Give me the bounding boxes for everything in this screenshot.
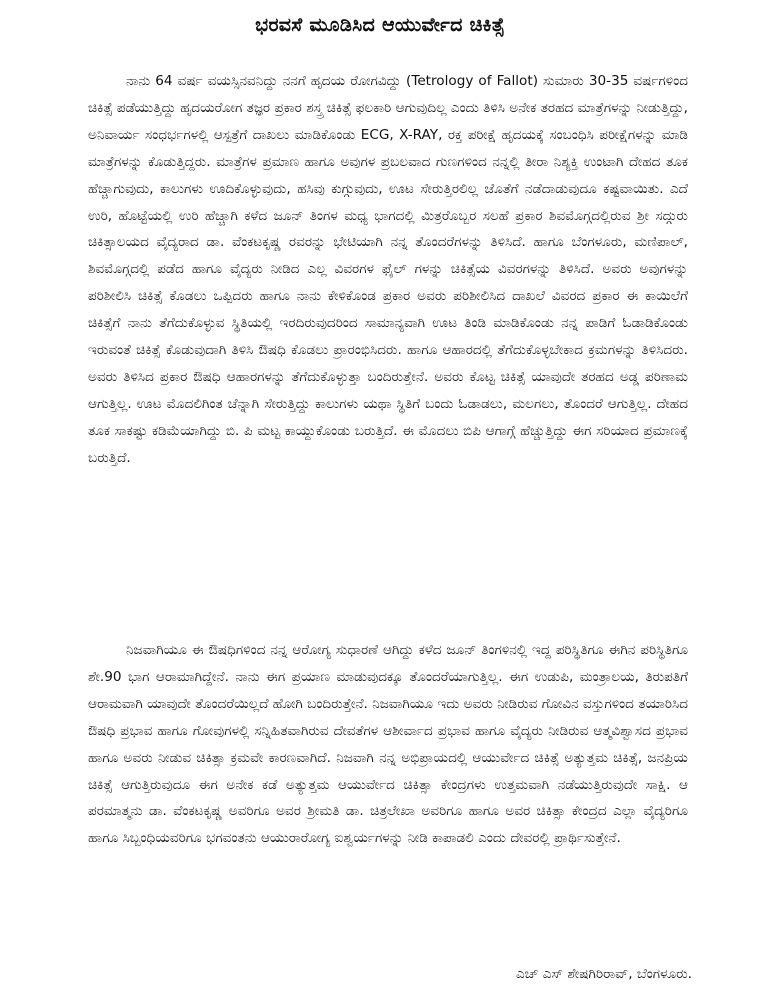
document-title: ಭರವಸೆ ಮೂಡಿಸಿದ ಆಯುರ್ವೇದ ಚಿಕಿತ್ಸೆ (255, 14, 505, 36)
signature: ಎಚ್ ಎಸ್ ಶೇಷಗಿರಿರಾವ್, ಬೆಂಗಳೂರು. (515, 966, 692, 982)
paragraph-2: ನಿಜವಾಗಿಯೂ ಈ ಔಷಧಿಗಳಿಂದ ನನ್ನ ಆರೋಗ್ಯ ಸುಧಾರಣೆ ಆಗಿದ್ದು ಕಳೆದ ಜೂನ್ ತಿಂಗಳಿನಲ್ಲಿ ಇದ್ದ ಪರಿಸ್ಥಿತಿಗೂ ಈಗಿನ ಪರಿಸ್ಥಿತಿಗೂ ಶೇ.90 ಭಾಗ ಆರಾಮಾಗಿದ್ದೇನೆ. ನಾನು ಈಗ ಪ್ರಯಾಣ ಮಾಡುವುದಕ್ಕೂ ತೊಂದರೆಯಾಗುತ್ತಿಲ್ಲ. ಈಗ ಉಡುಪಿ, ಮಂತ್ರಾಲಯ, ತಿರುಪತಿಗೆ ಆರಾಮವಾಗಿ ಯಾವುದೇ ತೊಂದರೆಯಿಲ್ಲದೆ ಹೋಗಿ ಬಂದಿರುತ್ತೇನೆ. ನಿಜವಾಗಿಯೂ ಇದು ಅವರು ನೀಡಿರುವ ಗೋವಿನ ವಸ್ತುಗಳಿಂದ ತಯಾರಿಸಿದ ಔಷಧಿ ಪ್ರಭಾವ ಹಾಗೂ ಗೋವುಗಳಲ್ಲಿ ಸನ್ನಿಹಿತವಾಗಿರುವ ದೇವತೆಗಳ ಆಶೀರ್ವಾದ ಪ್ರಭಾವ ಹಾಗೂ ವೈದ್ಯರು ನೀಡಿರುವ ಆತ್ಮವಿಶ್ವಾಸದ ಪ್ರಭಾವ ಹಾಗೂ ಅವರು ನೀಡುವ ಚಿಕಿತ್ಸಾ ಕ್ರಮವೇ ಕಾರಣವಾಗಿದೆ. ನಿಜವಾಗಿ ನನ್ನ ಅಭಿಪ್ರಾಯದಲ್ಲಿ ಆಯುರ್ವೇದ ಚಿಕಿತ್ಸೆ ಅತ್ಯುತ್ತಮ ಚಿಕಿತ್ಸೆ, ಜನಪ್ರಿಯ ಚಿಕಿತ್ಸೆ ಆಗುತ್ತಿರುವುದೂ ಈಗ ಅನೇಕ ಕಡೆ ಅತ್ಯುತ್ತಮ ಆಯುರ್ವೇದ ಚಿಕಿತ್ಸಾ ಕೇಂದ್ರಗಳು ಉತ್ತಮವಾಗಿ ನಡೆಯುತ್ತಿರುವುದೇ ಸಾಕ್ಷಿ. ಆ ಪರಮಾತ್ಮನು ಡಾ. ವೆಂಕಟಕೃಷ್ಣ ಅವರಿಗೂ ಅವರ ಶ್ರೀಮತಿ ಡಾ. ಚಿತ್ರಲೇಖಾ ಅವರಿಗೂ ಹಾಗೂ ಅವರ ಚಿಕಿತ್ಸಾ ಕೇಂದ್ರದ ಎಲ್ಲಾ ವೈದ್ಯರಿಗೂ ಹಾಗೂ ಸಿಬ್ಬಂಧಿಯವರಿಗೂ ಭಗವಂತನು ಆಯುರಾರೋಗ್ಯ ಐಶ್ವರ್ಯಗಳನ್ನು ನೀಡಿ ಕಾಪಾಡಲಿ ಎಂದು ದೇವರಲ್ಲಿ ಪ್ರಾರ್ಥಿಸುತ್ತೇನೆ. (88, 642, 688, 847)
paragraph-1: ನಾನು 64 ವರ್ಷ ವಯಸ್ಸಿನವನಿದ್ದು ನನಗೆ ಹೃದಯ ರೋಗವಿದ್ದು (Tetrology of Fallot) ಸುಮಾರು 30-35 ವರ್ಷಗಳಿಂದ ಚಿಕಿತ್ಸೆ ಪಡೆಯುತ್ತಿದ್ದು ಹೃದಯರೋಗ ತಜ್ಞರ ಪ್ರಕಾರ ಶಸ್ತ್ರ ಚಿಕಿತ್ಸೆ ಫಲಕಾರಿ ಆಗುವುದಿಲ್ಲ ಎಂದು ತಿಳಿಸಿ ಅನೇಕ ತರಹದ ಮಾತ್ರೆಗಳನ್ನು ನೀಡುತ್ತಿದ್ದು, ಅನಿವಾರ್ಯ ಸಂಧರ್ಭಗಳಲ್ಲಿ ಆಸ್ಪತ್ರೆಗೆ ದಾಖಲು ಮಾಡಿಕೊಂಡು ECG, X-RAY, ರಕ್ತ ಪರೀಕ್ಷೆ ಹೃದಯಕ್ಕೆ ಸಂಬಂಧಿಸಿ ಪರೀಕ್ಷೆಗಳನ್ನು ಮಾಡಿ ಮಾತ್ರೆಗಳನ್ನು ಕೊಡುತ್ತಿದ್ದರು. ಮಾತ್ರೆಗಳ ಪ್ರಮಾಣ ಹಾಗೂ ಅವುಗಳ ಪ್ರಬಲವಾದ ಗುಣಗಳಿಂದ ನನ್ನಲ್ಲಿ ತೀರಾ ನಿಶ್ಯಕ್ತಿ ಉಂಟಾಗಿ ದೇಹದ ತೂಕ ಹೆಚ್ಚಾಗುವುದು, ಕಾಲುಗಳು ಊದಿಕೊಳ್ಳುವುದು, ಹಸಿವು ಕುಗ್ಗುವುದು, ಊಟ ಸೇರುತ್ತಿರಲಿಲ್ಲ ಜೊತೆಗೆ ನಡೆದಾಡುವುದೂ ಕಷ್ಟವಾಯಿತು. ಎದೆ ಉರಿ, ಹೊಟ್ಟೆಯಲ್ಲಿ ಉರಿ ಹೆಚ್ಚಾಗಿ ಕಳೆದ ಜೂನ್ ತಿಂಗಳ ಮಧ್ಯ ಭಾಗದಲ್ಲಿ ಮಿತ್ರರೊಬ್ಬರ ಸಲಹೆ ಪ್ರಕಾರ ಶಿವಮೊಗ್ಗದಲ್ಲಿರುವ ಶ್ರೀ ಸದ್ಗುರು ಚಿಕಿತ್ಸಾಲಯದ ವೈದ್ಯರಾದ ಡಾ. ವೆಂಕಟಕೃಷ್ಣ ರವರನ್ನು ಭೇಟಿಯಾಗಿ ನನ್ನ ತೊಂದರೆಗಳನ್ನು ತಿಳಿಸಿದೆ. ಹಾಗೂ ಬೆಂಗಳೂರು, ಮಣಿಪಾಲ್, ಶಿವಮೊಗ್ಗದಲ್ಲಿ ಪಡೆದ ಹಾಗೂ ವೈದ್ಯರು ನೀಡಿದ ಎಲ್ಲ ವಿವರಗಳ ಫೈಲ್ ಗಳನ್ನು ಚಿಕಿತ್ಸೆಯ ವಿವರಗಳನ್ನು ತಿಳಿಸಿದೆ. ಅವರು ಅವುಗಳನ್ನು ಪರಿಶೀಲಿಸಿ ಚಿಕಿತ್ಸೆ ಕೊಡಲು ಒಪ್ಪಿದರು ಹಾಗೂ ನಾನು ಕೇಳಿಕೊಂಡ ಪ್ರಕಾರ ಅವರು ಪರಿಶೀಲಿಸಿದ ದಾಖಲೆ ವಿವರದ ಪ್ರಕಾರ ಈ ಕಾಯಿಲೆಗೆ ಚಿಕಿತ್ಸೆಗೆ ನಾನು ತೆಗೆದುಕೊಳ್ಳುವ ಸ್ಥಿತಿಯಲ್ಲಿ ಇರದಿರುವುದರಿಂದ ಸಾಮಾನ್ಯವಾಗಿ ಊಟ ತಿಂಡಿ ಮಾಡಿಕೊಂಡು ನನ್ನ ಪಾಡಿಗೆ ಓಡಾಡಿಕೊಂಡು ಇರುವಂತೆ ಚಿಕಿತ್ಸೆ ಕೊಡುವುದಾಗಿ ತಿಳಿಸಿ ಔಷಧಿ ಕೊಡಲು ಪ್ರಾರಂಭಿಸಿದರು. ಹಾಗೂ ಆಹಾರದಲ್ಲಿ ತೆಗೆದುಕೊಳ್ಳಬೇಕಾದ ಕ್ರಮಗಳನ್ನು ತಿಳಿಸಿದರು. ಅವರು ತಿಳಿಸಿದ ಪ್ರಕಾರ ಔಷಧಿ ಆಹಾರಗಳನ್ನು ತೆಗೆದುಕೊಳ್ಳುತ್ತಾ ಬಂದಿರುತ್ತೇನೆ. ಅವರು ಕೊಟ್ಟ ಚಿಕಿತ್ಸೆ ಯಾವುದೇ ತರಹದ ಅಡ್ಡ ಪರಿಣಾಮ ಆಗುತ್ತಿಲ್ಲ. ಊಟ ಮೊದಲಿಗಿಂತ ಚೆನ್ನಾಗಿ ಸೇರುತ್ತಿದ್ದು ಕಾಲುಗಳು ಯಥಾ ಸ್ಥಿತಿಗೆ ಬಂದು ಓಡಾಡಲು, ಮಲಗಲು, ತೊಂದರೆ ಆಗುತ್ತಿಲ್ಲ. ದೇಹದ ತೂಕ ಸಾಕಷ್ಟು ಕಡಿಮೆಯಾಗಿದ್ದು ಬಿ. ಪಿ ಮಟ್ಟ ಕಾಯ್ದುಕೊಂಡು ಬರುತ್ತಿದೆ. ಈ ಮೊದಲು ಬಿಪಿ ಆಗಾಗ್ಗೆ ಹೆಚ್ಚುತ್ತಿದ್ದು ಈಗ ಸರಿಯಾದ ಪ್ರಮಾಣಕ್ಕೆ ಬರುತ್ತಿದೆ. (88, 73, 688, 466)
